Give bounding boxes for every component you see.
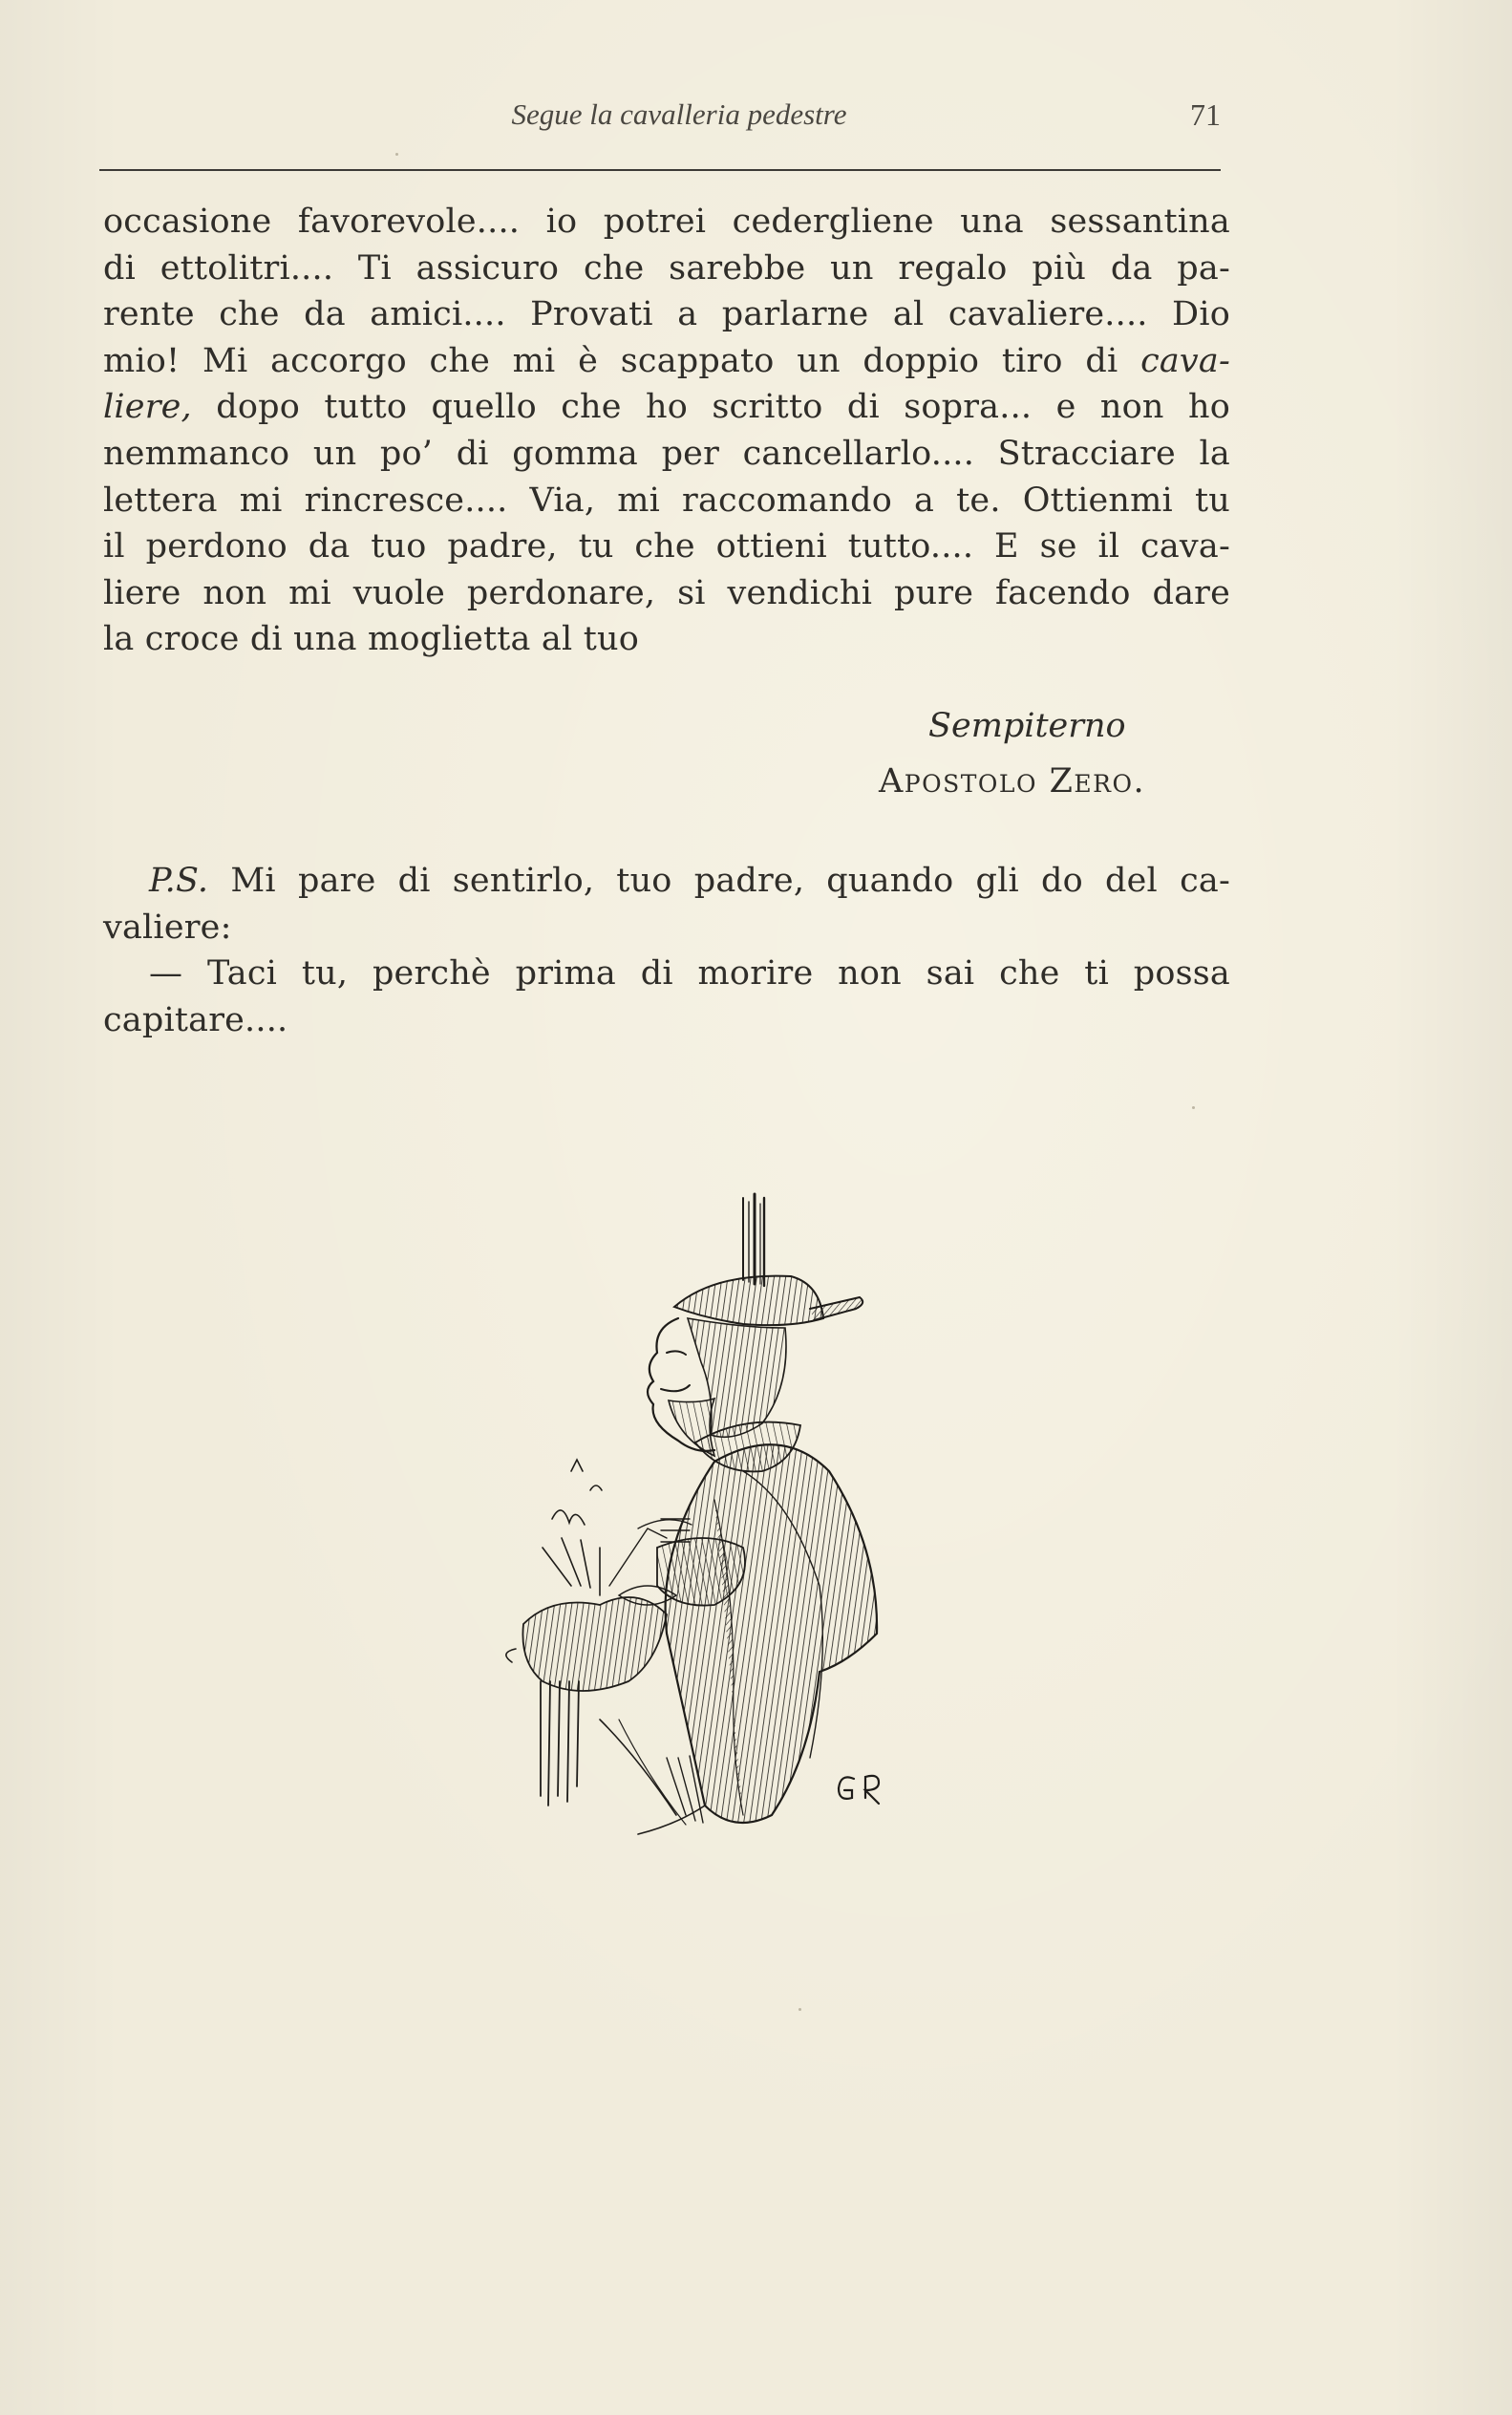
page-header bbox=[99, 92, 1221, 149]
text-fragment: Mi pare di sentirlo, tuo padre, quando gli do del ca- bbox=[208, 862, 1230, 900]
page-number: 71 bbox=[1190, 97, 1221, 132]
text-line bbox=[103, 338, 1230, 385]
text-line: capitare.... bbox=[103, 1000, 288, 1039]
text-line: rente che da amici.... Provati a parlarne al cavaliere.... Dio bbox=[103, 295, 1230, 334]
text-line: — Taci tu, perchè prima di morire non sai che ti possa bbox=[149, 954, 1230, 994]
text-line: nemmanco un po’ di gomma per cancellarlo.... Stracciare la bbox=[103, 434, 1230, 473]
main-paragraph bbox=[103, 199, 1230, 663]
italic-word: liere, bbox=[103, 388, 192, 427]
text-line bbox=[103, 384, 1230, 431]
monogram-mark bbox=[839, 1776, 879, 1804]
paper-speck bbox=[799, 2008, 801, 2011]
postscript bbox=[103, 858, 1230, 1043]
italic-word: cava- bbox=[1140, 341, 1230, 380]
paper-speck bbox=[395, 153, 398, 156]
paper-speck bbox=[1192, 1106, 1195, 1109]
pen-ink-sketch-figure-icon bbox=[428, 1185, 944, 1853]
text-line: il perdono da tuo padre, tu che ottieni tutto.... E se il cava- bbox=[103, 527, 1230, 566]
signature-greeting: Sempiterno bbox=[928, 707, 1126, 745]
text-line: liere non mi vuole perdonare, si vendichi pure facendo dare bbox=[103, 573, 1230, 612]
text-line: occasione favorevole.... io potrei cedergliene una sessantina bbox=[103, 203, 1230, 241]
running-title: Segue la cavalleria pedestre bbox=[511, 97, 847, 131]
text-line: valiere: bbox=[103, 908, 232, 947]
text-line: di ettolitri.... Ti assicuro che sarebbe un regalo più da pa- bbox=[103, 248, 1230, 288]
header-rule bbox=[99, 169, 1221, 171]
text-line: lettera mi rincresce.... Via, mi raccomando a te. Ottienmi tu bbox=[103, 481, 1230, 520]
text-fragment: dopo tutto quello che ho scritto di sopra... e non ho bbox=[191, 388, 1230, 427]
text-fragment: mio! Mi accorgo che mi è scappato un doppio tiro di bbox=[103, 341, 1141, 380]
text-line bbox=[103, 858, 1230, 905]
signature-name: Apostolo Zero. bbox=[879, 762, 1146, 801]
text-line: la croce di una moglietta al tuo bbox=[103, 620, 639, 659]
ps-label: P.S. bbox=[149, 862, 209, 900]
